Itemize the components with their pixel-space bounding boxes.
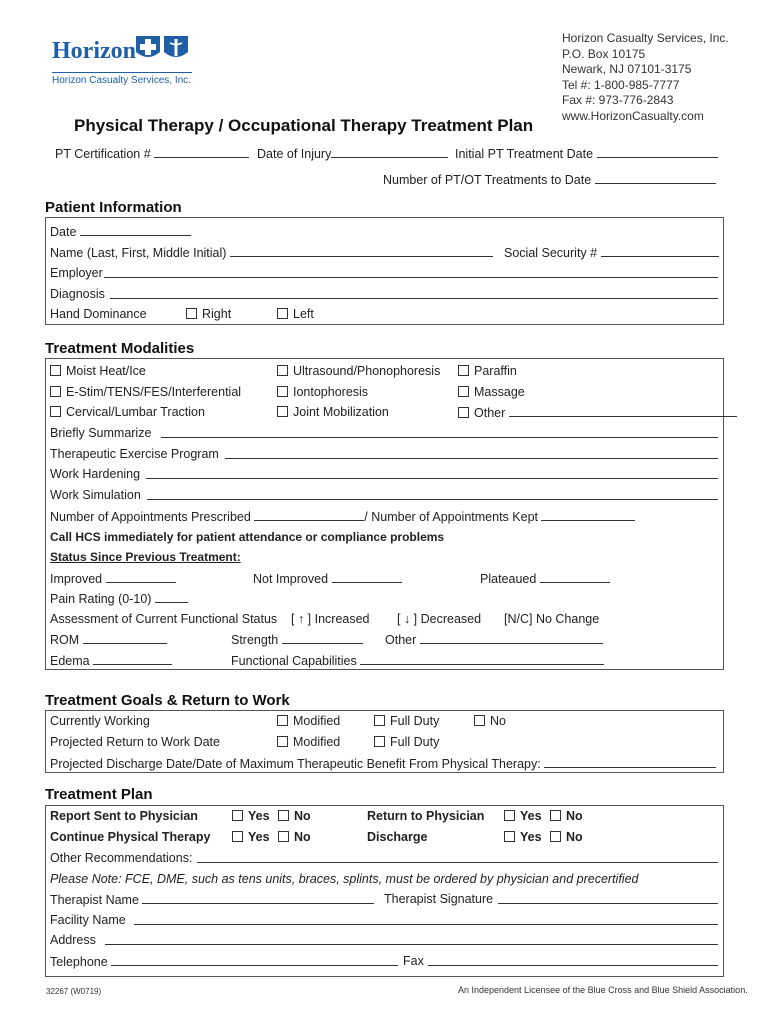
- plan-heading: Treatment Plan: [45, 786, 153, 803]
- therapist-name-field[interactable]: Therapist Name: [50, 892, 374, 908]
- continue-pt-no[interactable]: No: [278, 830, 311, 845]
- summarize-field[interactable]: [161, 437, 718, 438]
- functional-capabilities-field[interactable]: Functional Capabilities: [231, 653, 604, 669]
- modalities-heading: Treatment Modalities: [45, 340, 195, 357]
- discharge-label: Discharge: [367, 830, 428, 844]
- currently-working-label: Currently Working: [50, 714, 150, 728]
- report-sent-label: Report Sent to Physician: [50, 809, 198, 823]
- telephone-field[interactable]: Telephone: [50, 954, 398, 970]
- hardening-field[interactable]: [146, 478, 718, 479]
- other-rec-field[interactable]: [197, 862, 718, 863]
- patient-date-field[interactable]: Date: [50, 224, 191, 240]
- edema-field[interactable]: Edema: [50, 653, 172, 669]
- address-website[interactable]: www.HorizonCasualty.com: [562, 108, 704, 123]
- strength-field[interactable]: Strength: [231, 632, 363, 648]
- modality-iontophoresis-checkbox[interactable]: Iontophoresis: [277, 385, 368, 400]
- other-rec-label: Other Recommendations:: [50, 851, 193, 865]
- therapist-signature-field[interactable]: [498, 903, 718, 904]
- therapeutic-label: Therapeutic Exercise Program: [50, 447, 219, 461]
- employer-label: Employer: [50, 266, 103, 280]
- improved-field[interactable]: Improved: [50, 571, 176, 587]
- not-improved-field[interactable]: Not Improved: [253, 571, 402, 587]
- patient-box: [45, 217, 724, 325]
- report-sent-yes[interactable]: Yes: [232, 809, 270, 824]
- address-city: Newark, NJ 07101-3175: [562, 62, 692, 76]
- logo-wordmark: Horizon: [52, 38, 136, 64]
- goals-heading: Treatment Goals & Return to Work: [45, 692, 290, 709]
- summarize-label: Briefly Summarize: [50, 426, 152, 440]
- address-label: Address: [50, 933, 96, 947]
- currently-full-duty-checkbox[interactable]: Full Duty: [374, 714, 439, 729]
- other-status-field[interactable]: Other: [385, 632, 603, 648]
- pain-rating-field[interactable]: Pain Rating (0-10): [50, 591, 188, 607]
- facility-field[interactable]: [134, 924, 718, 925]
- currently-no-checkbox[interactable]: No: [474, 714, 506, 729]
- fax-label: Fax: [403, 954, 424, 968]
- licensee-notice: An Independent Licensee of the Blue Cross and Blue Shield Association.: [458, 985, 748, 995]
- currently-modified-checkbox[interactable]: Modified: [277, 714, 340, 729]
- hand-dominance-label: Hand Dominance: [50, 307, 147, 321]
- modality-paraffin-checkbox[interactable]: Paraffin: [458, 364, 517, 379]
- simulation-field[interactable]: [147, 499, 718, 500]
- discharge-date-field[interactable]: Projected Discharge Date/Date of Maximum Therapeutic Benefit From Physical Therapy:: [50, 756, 716, 772]
- simulation-label: Work Simulation: [50, 488, 141, 502]
- projected-modified-checkbox[interactable]: Modified: [277, 735, 340, 750]
- hand-right-checkbox[interactable]: Right: [186, 307, 231, 322]
- logo-subtitle: Horizon Casualty Services, Inc.: [52, 75, 191, 86]
- therapeutic-field[interactable]: [225, 458, 718, 459]
- fax-field[interactable]: [428, 965, 718, 966]
- modalities-box: [45, 358, 724, 670]
- assessment-increased[interactable]: [ ↑ ] Increased: [291, 612, 370, 626]
- therapist-signature-label: Therapist Signature: [384, 892, 494, 906]
- diagnosis-label: Diagnosis: [50, 287, 105, 301]
- pt-cert-field[interactable]: PT Certification #: [55, 146, 249, 162]
- address-po-box: P.O. Box 10175: [562, 46, 646, 61]
- continue-pt-label: Continue Physical Therapy: [50, 830, 211, 844]
- initial-pt-date-field[interactable]: Initial PT Treatment Date: [455, 146, 718, 162]
- blue-cross-shield-icon: [134, 34, 192, 64]
- please-note: Please Note: FCE, DME, such as tens units, braces, splints, must be ordered by physician and precertified: [50, 872, 639, 886]
- logo-rule: [52, 72, 192, 73]
- ssn-field[interactable]: Social Security #: [504, 245, 719, 261]
- address-fax: Fax #: 973-776-2843: [562, 93, 674, 107]
- modality-estim-checkbox[interactable]: E-Stim/TENS/FES/Interferential: [50, 385, 241, 400]
- rom-field[interactable]: ROM: [50, 632, 167, 648]
- discharge-yes[interactable]: Yes: [504, 830, 542, 845]
- address-company: Horizon Casualty Services, Inc.: [562, 31, 729, 45]
- plan-box: [45, 805, 724, 977]
- call-hcs-notice: Call HCS immediately for patient attendance or compliance problems: [50, 530, 445, 544]
- appts-prescribed-field[interactable]: Number of Appointments Prescribed / Number of Appointments Kept: [50, 509, 635, 525]
- address-block: [562, 31, 729, 124]
- continue-pt-yes[interactable]: Yes: [232, 830, 270, 845]
- diagnosis-field[interactable]: [110, 298, 718, 299]
- address-tel: Tel #: 1-800-985-7777: [562, 77, 680, 92]
- form-code: 32267 (W0719): [46, 987, 102, 996]
- employer-field[interactable]: [104, 277, 718, 278]
- injury-date-field[interactable]: Date of Injury: [257, 146, 448, 162]
- hand-left-checkbox[interactable]: Left: [277, 307, 314, 322]
- address-field[interactable]: [105, 944, 718, 945]
- projected-return-label: Projected Return to Work Date: [50, 735, 220, 749]
- status-heading: Status Since Previous Treatment:: [50, 550, 241, 564]
- report-sent-no[interactable]: No: [278, 809, 311, 824]
- modality-ultrasound-checkbox[interactable]: Ultrasound/Phonophoresis: [277, 364, 440, 379]
- modality-other-checkbox[interactable]: Other: [458, 405, 737, 421]
- num-treatments-field[interactable]: Number of PT/OT Treatments to Date: [383, 172, 716, 188]
- discharge-no[interactable]: No: [550, 830, 583, 845]
- logo: [52, 34, 212, 94]
- projected-full-duty-checkbox[interactable]: Full Duty: [374, 735, 439, 750]
- assessment-decreased[interactable]: [ ↓ ] Decreased: [397, 612, 482, 626]
- goals-box: [45, 710, 724, 773]
- assessment-no-change[interactable]: [N/C] No Change: [504, 612, 600, 626]
- modality-traction-checkbox[interactable]: Cervical/Lumbar Traction: [50, 405, 205, 420]
- modality-moist-heat-checkbox[interactable]: Moist Heat/Ice: [50, 364, 146, 379]
- page-title: Physical Therapy / Occupational Therapy Treatment Plan: [74, 116, 534, 135]
- facility-label: Facility Name: [50, 913, 126, 927]
- plateaued-field[interactable]: Plateaued: [480, 571, 610, 587]
- patient-heading: Patient Information: [45, 199, 182, 216]
- assessment-label: Assessment of Current Functional Status: [50, 612, 278, 626]
- patient-name-field[interactable]: Name (Last, First, Middle Initial): [50, 245, 493, 261]
- return-physician-label: Return to Physician: [367, 809, 485, 823]
- return-physician-yes[interactable]: Yes: [504, 809, 542, 824]
- modality-massage-checkbox[interactable]: Massage: [458, 385, 525, 400]
- return-physician-no[interactable]: No: [550, 809, 583, 824]
- modality-joint-mobilization-checkbox[interactable]: Joint Mobilization: [277, 405, 389, 420]
- hardening-label: Work Hardening: [50, 467, 141, 481]
